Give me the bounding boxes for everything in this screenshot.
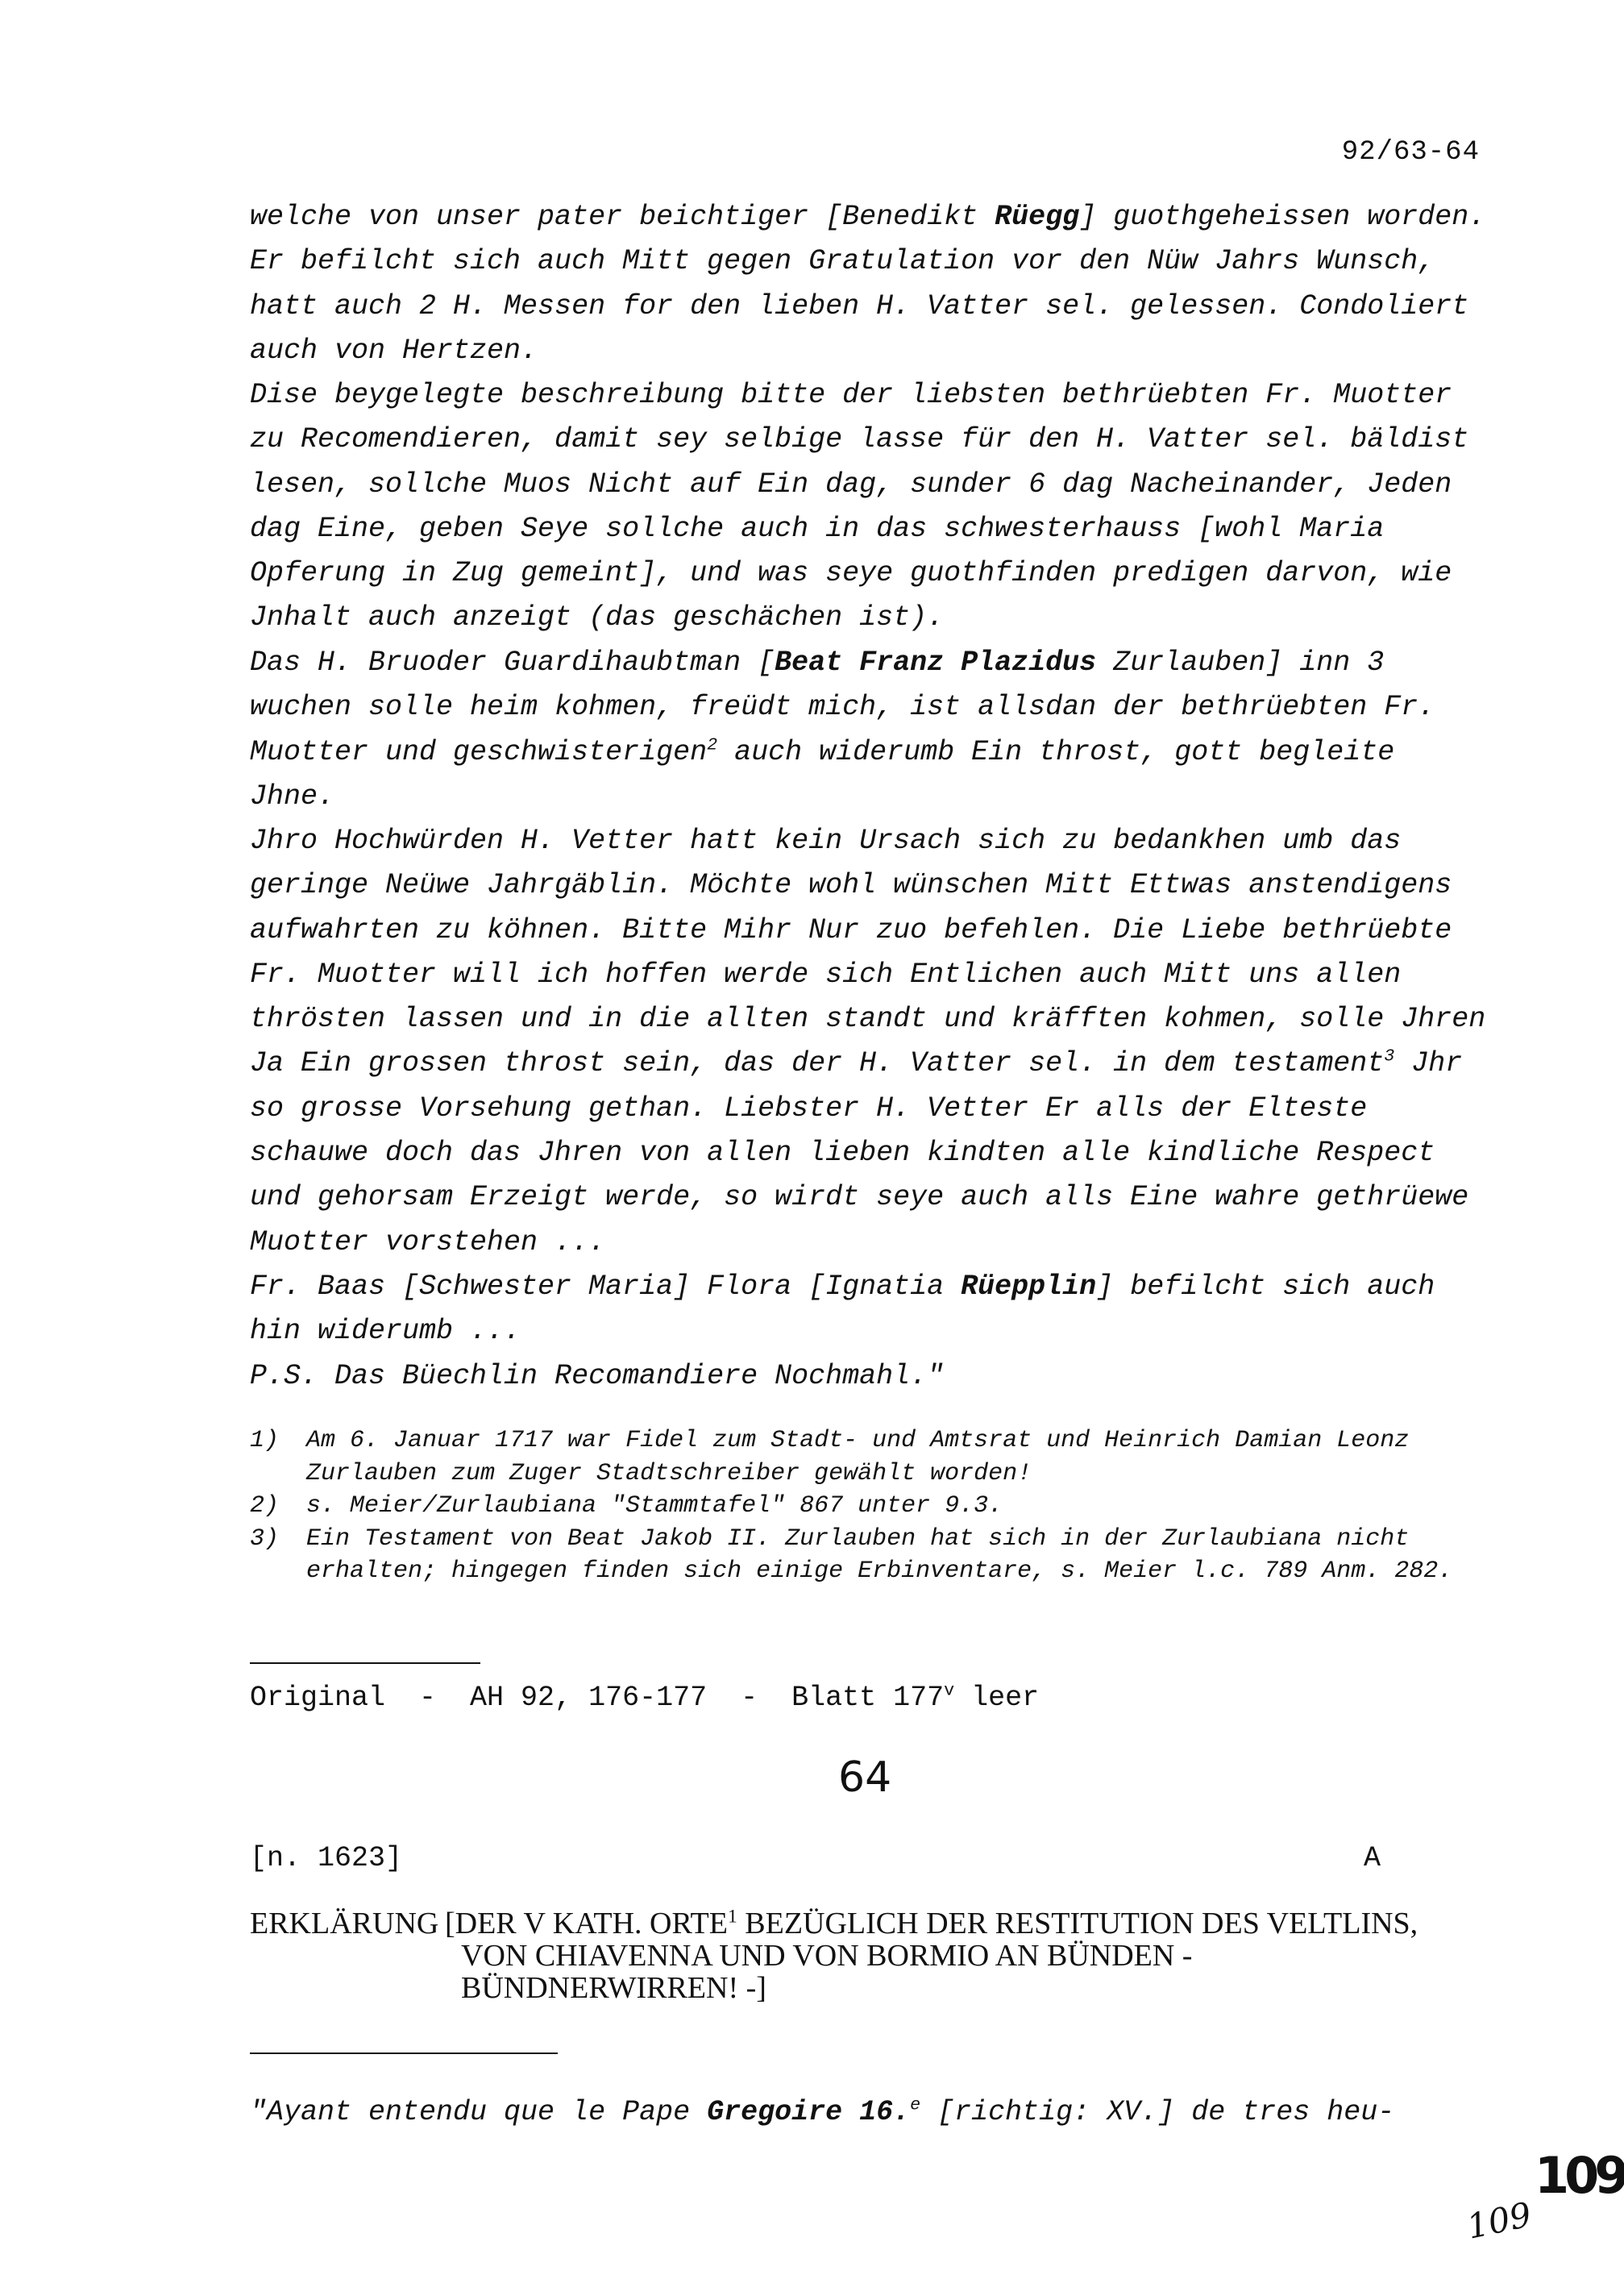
document-date: [n. 1623] bbox=[250, 1842, 403, 1874]
name-rueepplin: Rüepplin bbox=[961, 1271, 1097, 1303]
source-line: Original - AH 92, 176-177 - Blatt 177$^v$ leer bbox=[250, 1680, 1040, 1714]
title-label: ERKLÄRUNG bbox=[250, 1907, 439, 1940]
page-number: 92/63-64 bbox=[1341, 137, 1480, 168]
document-letter: A bbox=[1364, 1842, 1381, 1874]
folio-handwritten: 109 bbox=[1463, 2194, 1535, 2247]
footnote-2: 2) s. Meier/Zurlaubiana "Stammtafel" 867 unter 9.3. bbox=[250, 1492, 1003, 1520]
footnote-ref-3: 3 bbox=[1384, 1046, 1395, 1067]
footnote-1: 1) Am 6. Januar 1717 war Fidel zum Stadt- und Amtsrat und Heinrich Damian Leonz Zurlauben zum Zuger Stadtschreiber gewählt worden! bbox=[250, 1427, 1410, 1487]
letter-paragraph-3: Das H. Bruoder Guardihaubtman [Beat Franz Plazidus Zurlauben] inn 3 wuchen solle heim kohmen, freüdt mich, ist allsdan der bethrüebten Fr. Muotter und geschwisterigen$^2$ auch widerumb Ein throst, gott begleite Jhne. bbox=[250, 647, 1435, 813]
letter-paragraph-1: welche von unser pater beichtiger [Benedikt Rüegg] guothgeheissen worden. Er befilcht sich auch Mitt gegen Gratulation vor den Nüw Jahrs Wunsch, hatt auch 2 H. Messen for den lieben H. Vatter sel. gelessen. Condoliert auch von Hertzen. bbox=[250, 201, 1486, 367]
letter-postscript: P.S. Das Büechlin Recomandiere Nochmahl." bbox=[250, 1360, 945, 1392]
footnotes bbox=[250, 1424, 1491, 1588]
letter-paragraph-2: Dise beygelegte beschreibung bitte der liebsten bethrüebten Fr. Muotter zu Recomendieren, damit sey selbige lasse für den H. Vatter sel. bäldist lesen, sollche Muos Nicht auf Ein dag, sunder 6 dag Nacheinander, Jeden dag Eine, geben Seye sollche auch in das schwesterhauss [wohl Maria Opferung in Zug gemeint], und was seye guothfinden predigen darvon, wie Jnhalt auch anzeigt (das geschächen ist). bbox=[250, 379, 1469, 634]
title-text: [DER V KATH. ORTE$^1$ BEZÜGLICH DER RESTITUTION DES VELTLINS, VON CHIAVENNA UND VON BORMIO AN BÜNDEN - BÜNDNERWIRREN! -] bbox=[445, 1906, 1418, 2005]
folio-stamp: 109 bbox=[1535, 2146, 1624, 2205]
separator-rule bbox=[250, 1662, 480, 1664]
letter-paragraph-4: Jhro Hochwürden H. Vetter hatt kein Ursach sich zu bedankhen umb das geringe Neüwe Jahrgäblin. Möchte wohl wünschen Mitt Ettwas anstendigens aufwahrten zu köhnen. Bitte Mihr Nur zuo befehlen. Die Liebe bethrüebte Fr. Muotter will ich hoffen werde sich Entlichen auch Mitt uns allen thrösten lassen und in die allten standt und kräfften kohmen, solle Jhren Ja Ein grossen throst sein, das der H. Vatter sel. in dem testament$^3$ Jhr so grosse Vorsehung gethan. Liebster H. Vetter Er alls der Elteste schauwe doch das Jhren von allen lieben kindten alle kindliche Respect und gehorsam Erzeigt werde, so wirdt seye auch alls Eine wahre gethrüewe Muotter vorstehen ... bbox=[250, 825, 1486, 1258]
quote-opening: "Ayant entendu que le Pape Gregoire 16.$^e$ [richtig: XV.] de tres heu- bbox=[250, 2094, 1395, 2128]
name-beat-franz-plazidus: Beat Franz Plazidus bbox=[775, 647, 1097, 679]
footnote-ref-2: 2 bbox=[707, 734, 718, 755]
document-number: 64 bbox=[838, 1753, 892, 1802]
footnote-ref-1: 1 bbox=[727, 1906, 737, 1928]
title-rule bbox=[250, 2052, 558, 2054]
footnote-3: 3) Ein Testament von Beat Jakob II. Zurlauben hat sich in der Zurlaubiana nicht erhalten; hingegen finden sich einige Erbinventare, s. Meier l.c. 789 Anm. 282. bbox=[250, 1524, 1453, 1585]
letter-paragraph-5: Fr. Baas [Schwester Maria] Flora [Ignatia Rüepplin] befilcht sich auch hin widerumb ... bbox=[250, 1271, 1435, 1348]
name-ruegg: Rüegg bbox=[995, 201, 1080, 233]
